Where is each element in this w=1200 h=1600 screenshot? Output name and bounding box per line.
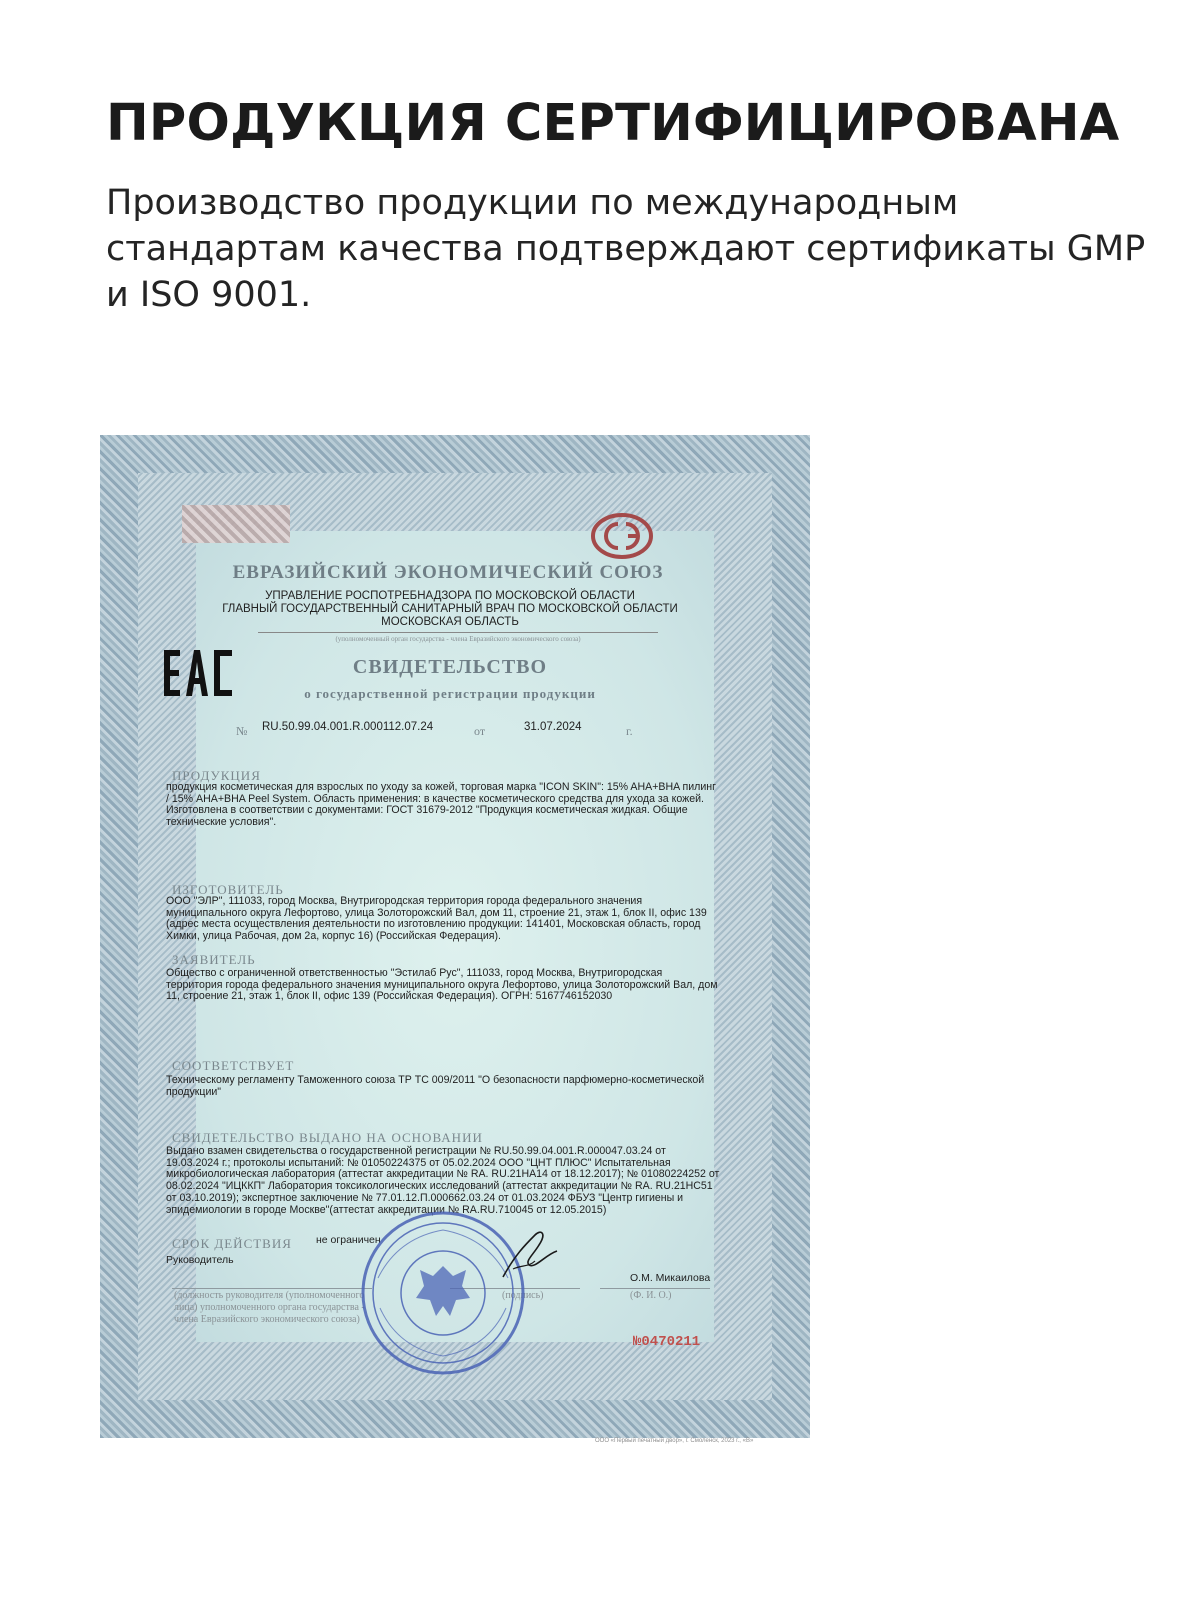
product-heading: ПРОДУКЦИЯ	[172, 768, 261, 783]
caption-name: (Ф. И. О.)	[630, 1290, 672, 1301]
caption-signature: (подпись)	[502, 1290, 544, 1301]
org-note: (уполномоченный орган государства - члена Евразийского экономического союза)	[258, 632, 658, 643]
eac-mark	[162, 648, 234, 698]
manufacturer-heading: ИЗГОТОВИТЕЛЬ	[172, 882, 284, 897]
caption-position-3: члена Евразийского экономического союза)	[174, 1314, 360, 1325]
validity-value: не ограничен	[316, 1234, 381, 1246]
certificate-title: СВИДЕТЕЛЬСТВО	[352, 656, 548, 678]
applicant-heading: ЗАЯВИТЕЛЬ	[172, 952, 256, 967]
caption-position-2: лица) уполномоченного органа государства -	[174, 1302, 365, 1313]
org-line: МОСКОВСКАЯ ОБЛАСТЬ	[381, 616, 519, 628]
customs-union-logo-icon	[590, 512, 654, 560]
applicant-text: Общество с ограниченной ответственностью "Эстилаб Рус", 111033, город Москва, Внутригородская территория города федерального значения муниципального округа Лефортово, улица Золоторожский Вал, дом 11, строение 21, этаж 1, блок II, офис 139 (Российская Федерация). ОГРН: 5167746152030	[166, 967, 718, 1003]
basis-text: Выдано взамен свидетельства о государственной регистрации № RU.50.99.04.001.R.000047.03.24 от 19.03.2024 г.; протоколы испытаний: № 01050224375 от 05.02.2024 ООО "ЦНТ ПЛЮС" Испытательная микробиологическая лаборатория (аттестат аккредитации № RA. RU.21НА14 от 18.12.2017); № 01080224252 от 08.02.2024 "ИЦККП" Лаборатория токсикологических исследований (аттестат аккредитации № RA. RU.21НС51 от 03.10.2019); экспертное заключение № 77.01.12.П.000662.03.24 от 01.03.2024 ФБУЗ "Центр гигиены и эпидемиологии в городе Москве"(аттестат аккредитации № RA.RU.710045 от 12.05.2015)	[166, 1145, 720, 1216]
certificate-serial: №0470211	[633, 1334, 701, 1350]
conformity-text: Техническому регламенту Таможенного союза ТР ТС 009/2011 "О безопасности парфюмерно-косметической продукции"	[166, 1074, 705, 1098]
printer-imprint: ООО «Первый печатный двор», г. Смоленск, 2023 г., «В»	[595, 1438, 754, 1444]
lead-paragraph: Производство продукции по международным стандартам качества подтверждают сертификаты GMP и ISO 9001.	[106, 183, 1146, 315]
hologram-sticker	[182, 505, 290, 543]
handwritten-signature	[495, 1225, 565, 1285]
conformity-heading: СООТВЕТСТВУЕТ	[172, 1058, 295, 1073]
number-label: №	[236, 724, 248, 738]
head-label: Руководитель	[166, 1254, 234, 1266]
certificate-number: RU.50.99.04.001.R.000112.07.24	[262, 721, 434, 733]
manufacturer-text: ООО "ЭЛР", 111033, город Москва, Внутригородская территория города федерального значения муниципального округа Лефортово, улица Золоторожский Вал, дом 11, строение 21, этаж 1, блок II, офис 139 (адрес места осуществления деятельности по изготовлению продукции: 141401, Московская область, город Химки, улица Рабочая, дом 2а, корпус 16) (Российская Федерация).	[166, 895, 707, 943]
page-headline: ПРОДУКЦИЯ СЕРТИФИЦИРОВАНА	[106, 94, 1120, 153]
certificate-date: 31.07.2024	[524, 721, 582, 733]
caption-position: (должность руководителя (уполномоченного	[174, 1290, 365, 1301]
union-title: ЕВРАЗИЙСКИЙ ЭКОНОМИЧЕСКИЙ СОЮЗ	[232, 562, 664, 583]
basis-heading: СВИДЕТЕЛЬСТВО ВЫДАНО НА ОСНОВАНИИ	[172, 1130, 483, 1145]
signer-name: О.М. Микаилова	[630, 1272, 711, 1284]
validity-heading: СРОК ДЕЙСТВИЯ	[172, 1236, 292, 1251]
product-text: продукция косметическая для взрослых по уходу за кожей, торговая марка "ICON SKIN": 15% AHA+BHA пилинг / 15% AHA+BHA Peel System. Область применения: в качестве косметического средства для ухода за кожей. Изготовлена в соответствии с документами: ГОСТ 31679-2012 "Продукция косметическая жидкая. Общие технические условия".	[166, 781, 716, 829]
org-line: УПРАВЛЕНИЕ РОСПОТРЕБНАДЗОРА ПО МОСКОВСКОЙ ОБЛАСТИ	[265, 590, 635, 602]
date-from-label: от	[474, 724, 486, 738]
org-line: ГЛАВНЫЙ ГОСУДАРСТВЕННЫЙ САНИТАРНЫЙ ВРАЧ ПО МОСКОВСКОЙ ОБЛАСТИ	[222, 603, 678, 615]
certificate-subtitle: о государственной регистрации продукции	[304, 686, 596, 701]
year-suffix: г.	[626, 724, 633, 738]
